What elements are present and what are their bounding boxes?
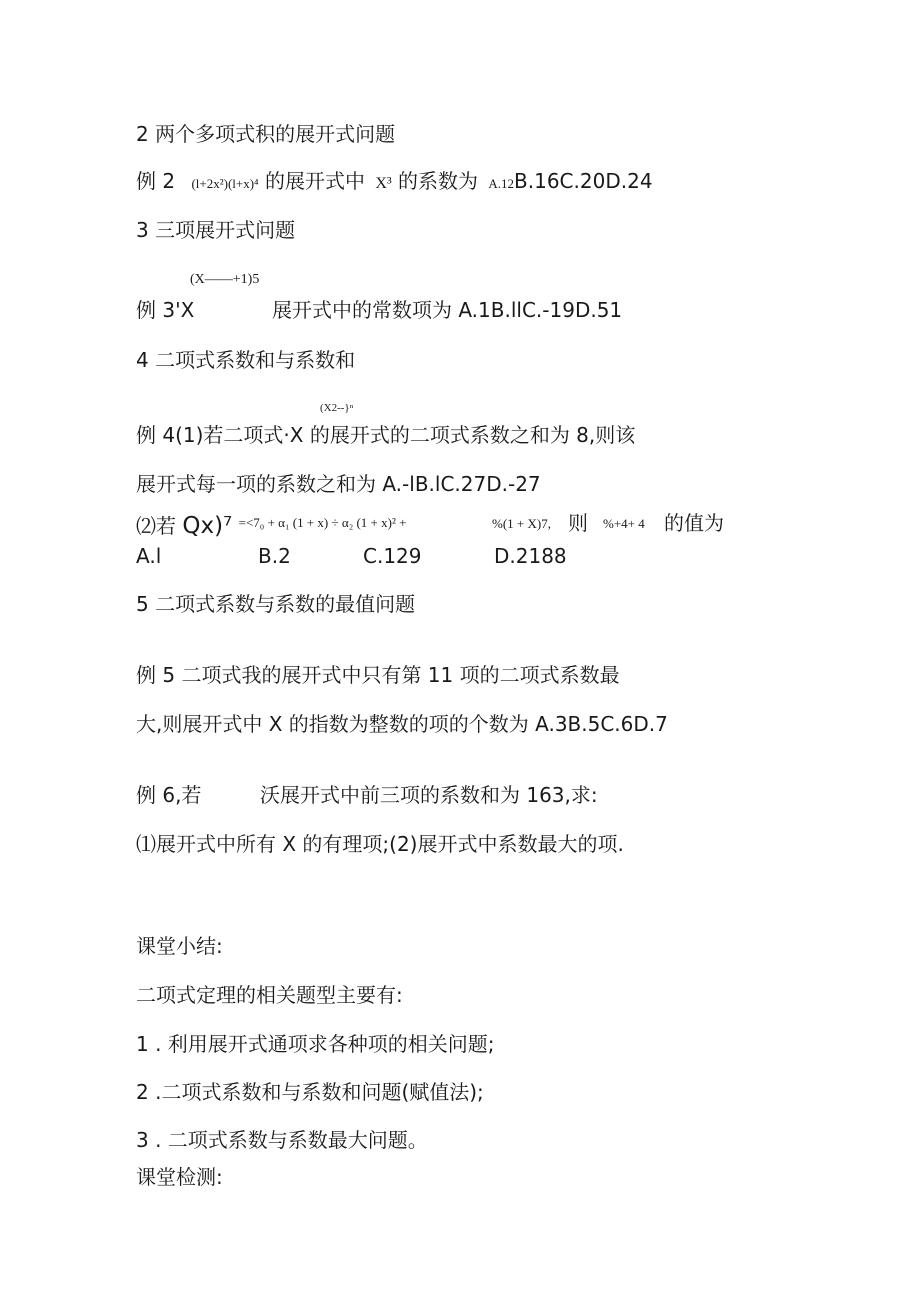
example-4-option-d: D.2188 xyxy=(494,544,567,568)
example-4-option-c: C.129 xyxy=(363,544,422,568)
summary-item-3: 3 . 二项式系数与系数最大问题。 xyxy=(136,1128,428,1152)
example-4-expansion: =<7₀ + α₁ (1 + x) ÷ α₂ (1 + x)² + xyxy=(238,515,407,530)
check-title: 课堂检测: xyxy=(136,1165,223,1189)
section-4-heading: 4 二项式系数和与系数和 xyxy=(136,348,356,372)
example-6-text: 沃展开式中前三项的系数和为 163,求: xyxy=(260,783,598,807)
example-6-line-2: ⑴展开式中所有 X 的有理项;(2)展开式中系数最大的项. xyxy=(136,832,624,856)
example-4-option-a: A.l xyxy=(136,544,162,568)
example-2 xyxy=(136,168,653,197)
example-4-line-2: 展开式每一项的系数之和为 A.-lB.lC.27D.-27 xyxy=(136,472,541,496)
example-4-tail: %(1 + X)7, xyxy=(492,516,551,531)
example-6-prefix: 例 6,若 xyxy=(136,783,202,807)
example-3-prefix: 例 3'X xyxy=(136,298,195,322)
section-2-heading: 2 两个多项式积的展开式问题 xyxy=(136,122,396,146)
section-5-heading: 5 二项式系数与系数的最值问题 xyxy=(136,592,416,616)
summary-item-2: 2 .二项式系数和与系数和问题(赋值法); xyxy=(136,1080,484,1104)
example-4-option-b: B.2 xyxy=(258,544,291,568)
example-4-part-2-prefix: ⑵若 xyxy=(136,514,176,538)
example-2-option-a: A.12 xyxy=(488,176,515,191)
summary-title: 课堂小结: xyxy=(136,934,223,958)
example-2-prefix: 例 2 xyxy=(136,169,176,193)
example-4-qx: Qx)⁷ xyxy=(182,513,233,539)
example-2-expression: (l+2x²)(l+x)⁴ xyxy=(191,176,259,191)
section-3-heading: 3 三项展开式问题 xyxy=(136,218,296,242)
example-2-mid: 的展开式中 xyxy=(264,169,365,193)
example-4-part-2 xyxy=(136,510,406,540)
example-4-line-1: 例 4(1)若二项式·X 的展开式的二项式系数之和为 8,则该 xyxy=(136,423,636,447)
example-2-after: 的系数为 xyxy=(398,169,479,193)
example-3-text: 展开式中的常数项为 A.1B.llC.-19D.51 xyxy=(272,298,623,322)
example-4-sum-expression: %+4+ 4 xyxy=(603,516,645,531)
example-2-x3: X³ xyxy=(375,175,392,192)
example-4-end: 的值为 xyxy=(664,511,724,535)
example-4-then: 则 xyxy=(568,511,588,535)
example-4-superscript: (X2--}ⁿ xyxy=(320,402,354,414)
example-3-superscript: (X——+1)5 xyxy=(190,272,260,287)
summary-item-1: 1 . 利用展开式通项求各种项的相关问题; xyxy=(136,1032,495,1056)
example-5-line-2: 大,则展开式中 X 的指数为整数的项的个数为 A.3B.5C.6D.7 xyxy=(136,712,668,736)
example-2-options: B.16C.20D.24 xyxy=(514,169,653,193)
example-5-line-1: 例 5 二项式我的展开式中只有第 11 项的二项式系数最 xyxy=(136,663,620,687)
summary-intro: 二项式定理的相关题型主要有: xyxy=(136,983,403,1007)
